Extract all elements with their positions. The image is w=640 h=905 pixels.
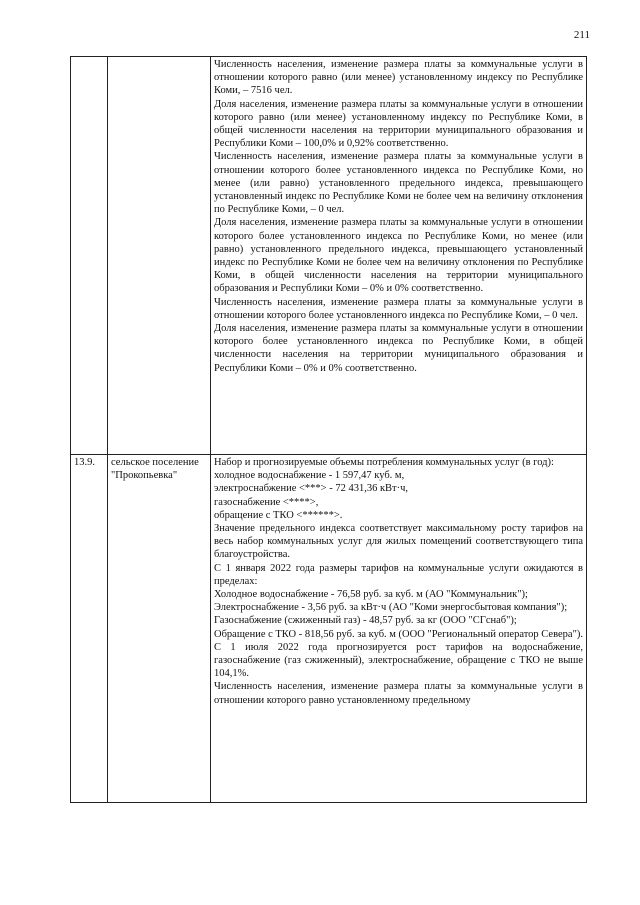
paragraph: Численность населения, изменение размера платы за коммунальные услуги в отношении которого равно (или менее) установленному индексу по Республике Коми, – 7516 чел. bbox=[214, 59, 583, 97]
paragraph: Численность населения, изменение размера платы за коммунальные услуги в отношении которого равно установленному предельному bbox=[214, 681, 583, 706]
paragraph: Доля населения, изменение размера платы за коммунальные услуги в отношении которого более установленного индекса по Республике Коми, в общей численности населения на территории муниципального образования и Республики Коми – 0% и 0% соответственно. bbox=[214, 323, 583, 374]
paragraph: Доля населения, изменение размера платы за коммунальные услуги в отношении которого равно (или менее) установленному индексу по Республике Коми, в общей численности населения на территории муниципального образования и Республики Коми – 100,0% и 0,92% соответственно. bbox=[214, 98, 583, 150]
page-number: 211 bbox=[573, 29, 590, 41]
paragraph: Численность населения, изменение размера платы за коммунальные услуги в отношении которого более установленного индекса по Республике Коми, но менее (или равно) установленного предельного индекса, превышающего установленный индекс по Республике Коми не более чем на величину отклонения по Республике Коми, – 0 чел. bbox=[214, 151, 583, 216]
paragraph: Холодное водоснабжение - 76,58 руб. за куб. м (АО "Коммунальник"); bbox=[214, 589, 528, 601]
row-number-cell bbox=[71, 57, 108, 455]
paragraph: Доля населения, изменение размера платы за коммунальные услуги в отношении которого более установленного индекса по Республике Коми, но менее (или равно) установленного предельного индекса, превышающего установленный индекс по Республике Коми не более чем на величину отклонения по Республике Коми, в общей численности населения на территории муниципального образования и Республики Коми – 0% и 0% соответственно. bbox=[214, 217, 583, 295]
indicator-text-cell bbox=[211, 455, 587, 803]
paragraph: холодное водоснабжение - 1 597,47 куб. м, bbox=[214, 470, 405, 482]
paragraph: электроснабжение <***> - 72 431,36 кВт·ч, bbox=[214, 483, 409, 495]
row-number-cell: 13.9. bbox=[71, 455, 108, 803]
paragraph: Значение предельного индекса соответствует максимальному росту тарифов на весь набор коммунальных услуг для жилых помещений соответствующего типа благоустройства. bbox=[214, 523, 583, 561]
paragraph: Набор и прогнозируемые объемы потребления коммунальных услуг (в год): bbox=[214, 457, 554, 468]
indicator-text-cell bbox=[211, 57, 587, 455]
paragraph: Газоснабжение (сжиженный газ) - 48,57 руб. за кг (ООО "СГснаб"); bbox=[214, 615, 517, 627]
paragraph: С 1 июля 2022 года прогнозируется рост тарифов на водоснабжение, газоснабжение (газ сжиженный), электроснабжение, обращение с ТКО не выше 104,1%. bbox=[214, 641, 583, 680]
document-table bbox=[70, 56, 587, 803]
municipality-name-cell: сельское поселение "Прокопьевка" bbox=[108, 455, 211, 803]
paragraph: обращение с ТКО <******>. bbox=[214, 509, 343, 521]
paragraph: Электроснабжение - 3,56 руб. за кВт·ч (АО "Коми энергосбытовая компания"); bbox=[214, 602, 568, 614]
paragraph: газоснабжение <****>, bbox=[214, 496, 319, 508]
paragraph: Численность населения, изменение размера платы за коммунальные услуги в отношении которого более установленного индекса по Республике Коми, – 0 чел. bbox=[214, 296, 583, 321]
municipality-name-cell bbox=[108, 57, 211, 455]
table-row bbox=[71, 455, 587, 803]
paragraph: С 1 января 2022 года размеры тарифов на коммунальные услуги ожидаются в пределах: bbox=[214, 562, 583, 587]
paragraph: Обращение с ТКО - 818,56 руб. за куб. м (ООО "Региональный оператор Севера"). bbox=[214, 628, 583, 640]
table-row bbox=[71, 57, 587, 455]
